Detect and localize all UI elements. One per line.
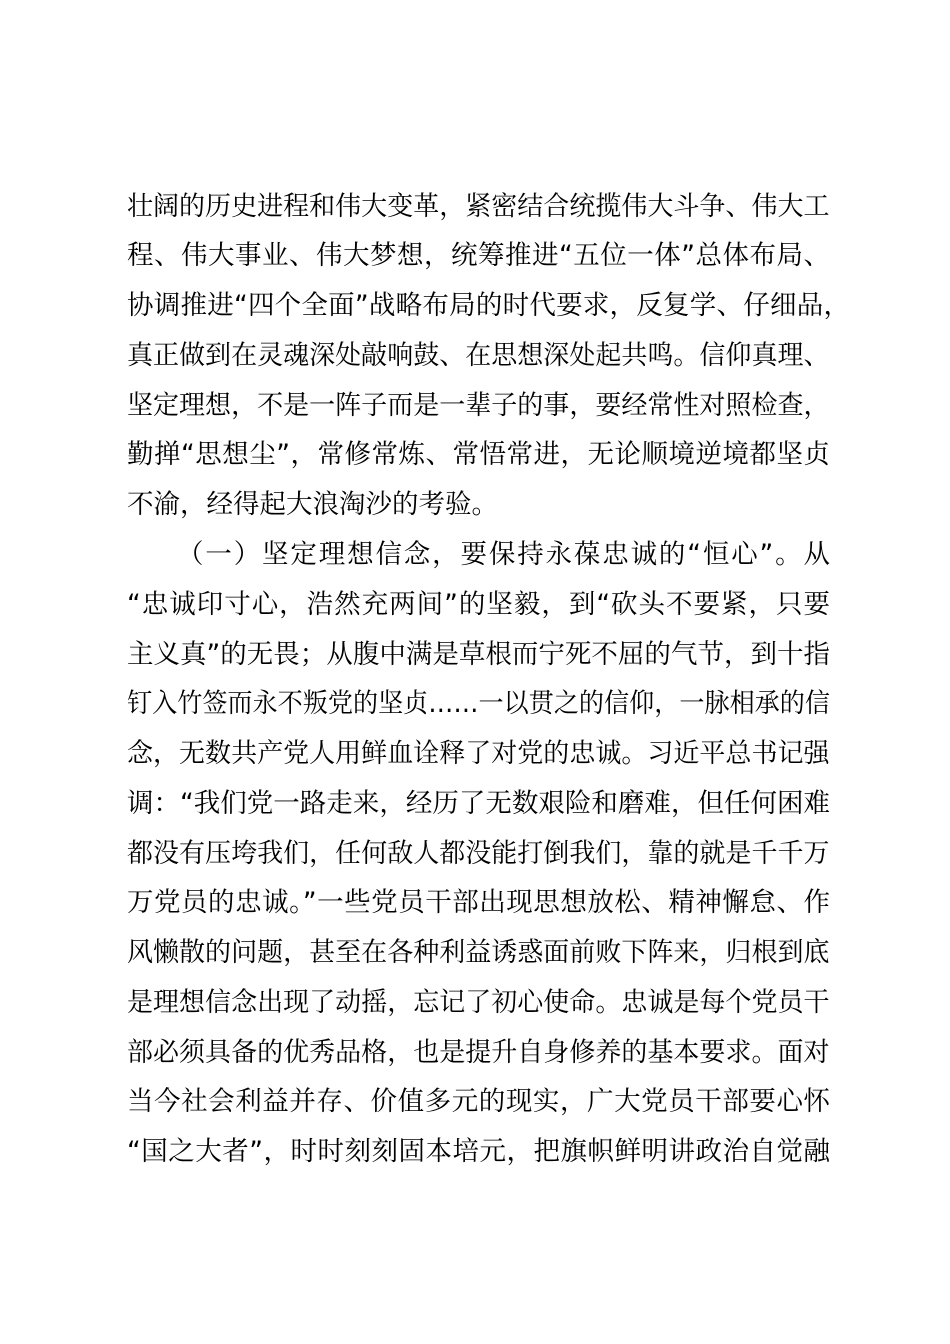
text-line: 坚定理想，不是一阵子而是一辈子的事，要经常性对照检查， — [127, 390, 830, 421]
text-line: 是理想信念出现了动摇，忘记了初心使命。忠诚是每个党员干 — [127, 987, 830, 1018]
text-line: 协调推进“四个全面”战略布局的时代要求，反复学、仔细品， — [127, 290, 850, 321]
text-line: 钉入竹签而永不叛党的坚贞……一以贯之的信仰，一脉相承的信 — [127, 688, 830, 719]
text-line: 勤掸“思想尘”，常修常炼、常悟常进，无论顺境逆境都坚贞 — [127, 439, 830, 470]
text-line: 当今社会利益并存、价值多元的现实，广大党员干部要心怀 — [127, 1086, 830, 1117]
text-line: 万党员的忠诚。”一些党员干部出现思想放松、精神懈怠、作 — [127, 887, 830, 918]
text-line: 都没有压垮我们，任何敌人都没能打倒我们，靠的就是千千万 — [127, 838, 830, 869]
text-line: （一）坚定理想信念，要保持永葆忠诚的“恒心”。从 — [177, 539, 830, 570]
text-line: “国之大者”，时时刻刻固本培元，把旗帜鲜明讲政治自觉融 — [127, 1136, 830, 1167]
text-line: 调：“我们党一路走来，经历了无数艰险和磨难，但任何困难 — [127, 788, 830, 819]
text-line: 真正做到在灵魂深处敲响鼓、在思想深处起共鸣。信仰真理、 — [127, 340, 830, 371]
text-line: 风懒散的问题，甚至在各种利益诱惑面前败下阵来，归根到底 — [127, 937, 830, 968]
text-line: “忠诚印寸心，浩然充两间”的坚毅，到“砍头不要紧，只要 — [127, 589, 830, 620]
text-line: 壮阔的历史进程和伟大变革，紧密结合统揽伟大斗争、伟大工 — [127, 191, 830, 222]
text-line: 主义真”的无畏；从腹中满是草根而宁死不屈的气节，到十指 — [127, 639, 830, 670]
text-line: 程、伟大事业、伟大梦想，统筹推进“五位一体”总体布局、 — [127, 240, 830, 271]
text-line: 部必须具备的优秀品格，也是提升自身修养的基本要求。面对 — [127, 1037, 830, 1068]
text-line: 念，无数共产党人用鲜血诠释了对党的忠诚。习近平总书记强 — [127, 738, 830, 769]
text-line: 不渝，经得起大浪淘沙的考验。 — [127, 489, 498, 520]
